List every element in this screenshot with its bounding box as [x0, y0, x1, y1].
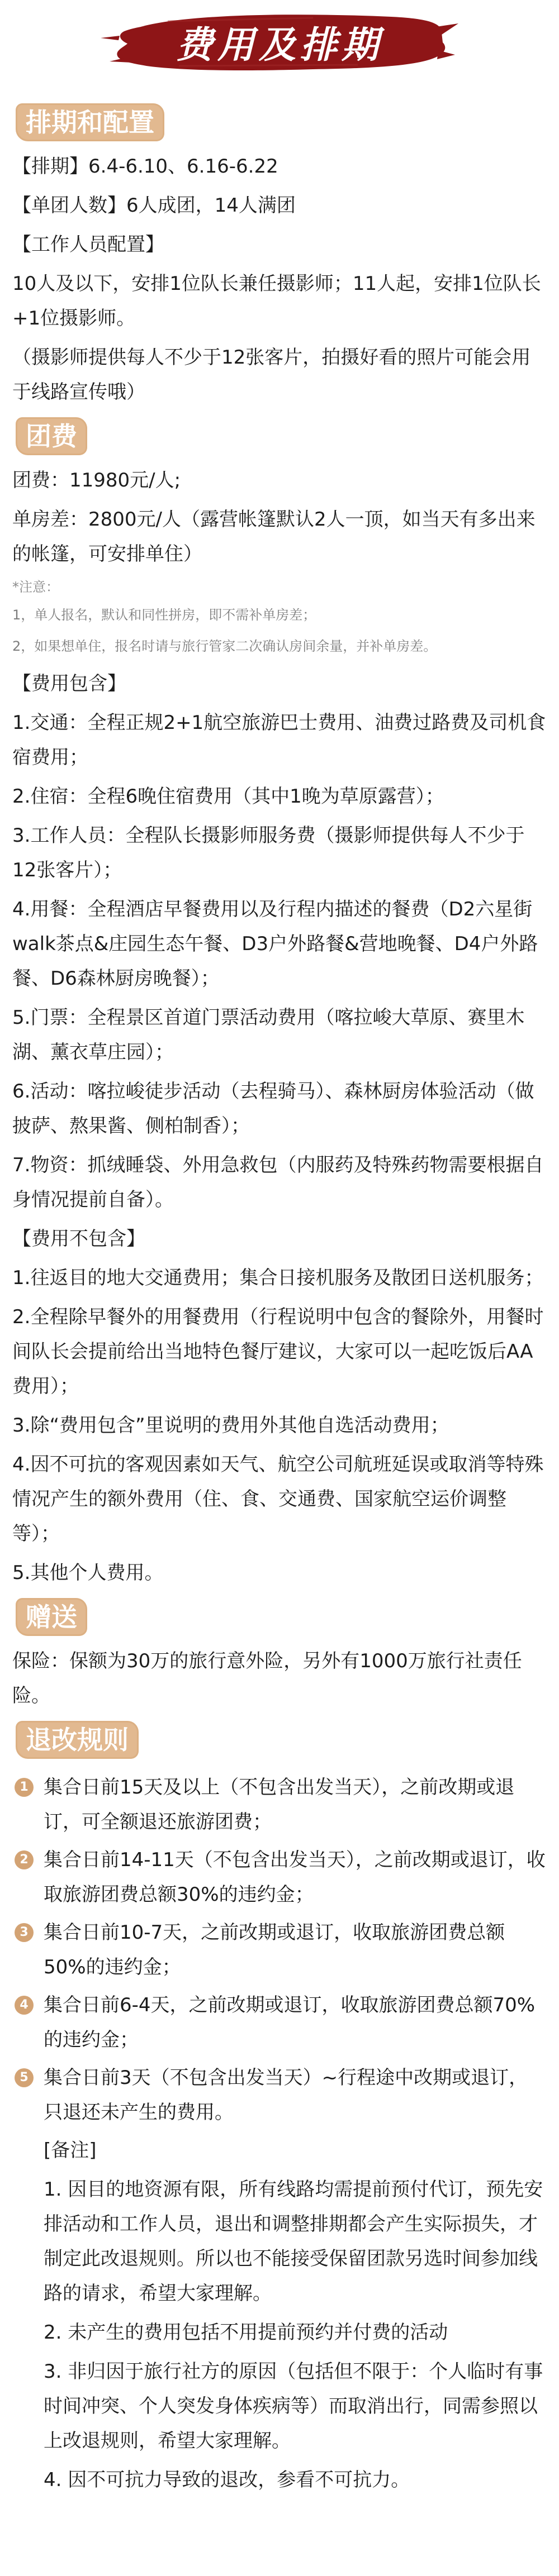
- staff-config-text: 10人及以下，安排1位队长兼任摄影师；11人起，安排1位队长+1位摄影师。: [12, 273, 541, 330]
- note-item: 2，如果想单住，报名时请与旅行管家二次确认房间余量，并补单房差。: [12, 638, 437, 654]
- included-item: 5.门票：全程景区首道门票活动费用（喀拉峻大草原、赛里木湖、薰衣草庄园）；: [12, 1006, 525, 1063]
- included-item: 2.住宿：全程6晚住宿费用（其中1晚为草原露营）；: [12, 785, 444, 808]
- excluded-item: 4.因不可抗的客观因素如天气、航空公司航班延误或取消等特殊情况产生的额外费用（住、食、交通费、国家航空运价调整等）；: [12, 1453, 544, 1545]
- photographer-note: （摄影师提供每人不少于12张客片，拍摄好看的照片可能会用于线路宣传哦）: [12, 346, 531, 403]
- single-room-supplement: 单房差：2800元/人（露营帐篷默认2人一顶，如当天有多出来的帐篷，可安排单住）: [12, 508, 536, 565]
- remarks-title: [备注]: [44, 2139, 97, 2162]
- section-heading-refund: 退改规则: [16, 1721, 139, 1759]
- refund-rule-text: 集合日前14-11天（不包含出发当天），之前改期或退订，收取旅游团费总额30%的违约金；: [44, 1849, 546, 1906]
- excluded-title: 【费用不包含】: [12, 1228, 145, 1250]
- section-heading-fee: 团费: [16, 417, 87, 455]
- included-item: 1.交通：全程正规2+1航空旅游巴士费用、油费过路费及司机食宿费用；: [12, 712, 546, 769]
- included-title: 【费用包含】: [12, 672, 126, 695]
- excluded-item: 3.除“费用包含”里说明的费用外其他自选活动费用；: [12, 1414, 449, 1437]
- staff-config-title: 【工作人员配置】: [12, 233, 164, 256]
- refund-rule: [12, 1988, 547, 2057]
- refund-rule: [12, 1843, 547, 1912]
- number-badge-icon: 1: [15, 1778, 34, 1797]
- excluded-item: 2.全程除早餐外的用餐费用（行程说明中包含的餐除外，用餐时间队长会提前给出当地特色餐厅建议，大家可以一起吃饭后AA费用）；: [12, 1306, 544, 1397]
- content: [12, 98, 547, 2502]
- refund-rule: [12, 1915, 547, 1985]
- remark-item: 2. 未产生的费用包括不用提前预约并付费的活动: [44, 2321, 448, 2344]
- included-item: 7.物资：抓绒睡袋、外用急救包（内服药及特殊药物需要根据自身情况提前自备）。: [12, 1154, 544, 1211]
- note-item: 1，单人报名，默认和同性拼房，即不需补单房差；: [12, 607, 316, 623]
- section-heading-schedule: 排期和配置: [16, 103, 164, 141]
- number-badge-icon: 5: [15, 2068, 34, 2087]
- insurance-text: 保险：保额为30万的旅行意外险，另外有1000万旅行社责任险。: [12, 1650, 522, 1707]
- number-badge-icon: 4: [15, 1996, 34, 2015]
- remark-item: 1. 因目的地资源有限，所有线路均需提前预付代订，预先安排活动和工作人员，退出和调整排期都会产生实际损失，才制定此改退规则。所以也不能接受保留团款另选时间参加线路的请求，希望大家理解。: [44, 2178, 543, 2305]
- refund-remarks: [12, 2133, 547, 2497]
- refund-rule-text: 集合日前3天（不包含出发当天）~行程途中改期或退订，只退还未产生的费用。: [44, 2067, 528, 2124]
- excluded-item: 1.往返目的地大交通费用；集合日接机服务及散团日送机服务；: [12, 1267, 544, 1289]
- excluded-item: 5.其他个人费用。: [12, 1562, 164, 1584]
- refund-rule-text: 集合日前10-7天，之前改期或退订，收取旅游团费总额50%的违约金；: [44, 1921, 505, 1978]
- refund-rules: [12, 1770, 547, 2130]
- group-size: 【单团人数】6人成团，14人满团: [12, 194, 296, 217]
- number-badge-icon: 3: [15, 1923, 34, 1942]
- refund-rule-text: 集合日前15天及以上（不包含出发当天），之前改期或退订，可全额退还旅游团费；: [44, 1776, 515, 1833]
- included-item: 3.工作人员：全程队长摄影师服务费（摄影师提供每人不少于12张客片）；: [12, 824, 525, 881]
- remark-item: 4. 因不可抗力导致的退改，参看不可抗力。: [44, 2469, 410, 2491]
- schedule-dates: 【排期】6.4-6.10、6.16-6.22: [12, 155, 278, 178]
- title-banner: [0, 10, 559, 76]
- number-badge-icon: 2: [15, 1850, 34, 1869]
- refund-rule: [12, 2060, 547, 2130]
- page-title: 费用及排期: [176, 23, 383, 66]
- note-label: *注意：: [12, 579, 59, 595]
- included-item: 6.活动：喀拉峻徒步活动（去程骑马）、森林厨房体验活动（做披萨、熬果酱、侧柏制香）；: [12, 1080, 534, 1137]
- refund-rule: [12, 1770, 547, 1839]
- section-heading-gift: 赠送: [16, 1598, 87, 1636]
- included-item: 4.用餐：全程酒店早餐费用以及行程内描述的餐费（D2六星街walk茶点&庄园生态午餐、D3户外路餐&营地晚餐、D4户外路餐、D6森林厨房晚餐）；: [12, 898, 538, 990]
- remark-item: 3. 非归因于旅行社方的原因（包括但不限于：个人临时有事时间冲突、个人突发身体疾病等）而取消出行，同需参照以上改退规则，希望大家理解。: [44, 2360, 543, 2452]
- refund-rule-text: 集合日前6-4天，之前改期或退订，收取旅游团费总额70%的违约金；: [44, 1994, 536, 2051]
- group-fee: 团费：11980元/人;: [12, 469, 181, 492]
